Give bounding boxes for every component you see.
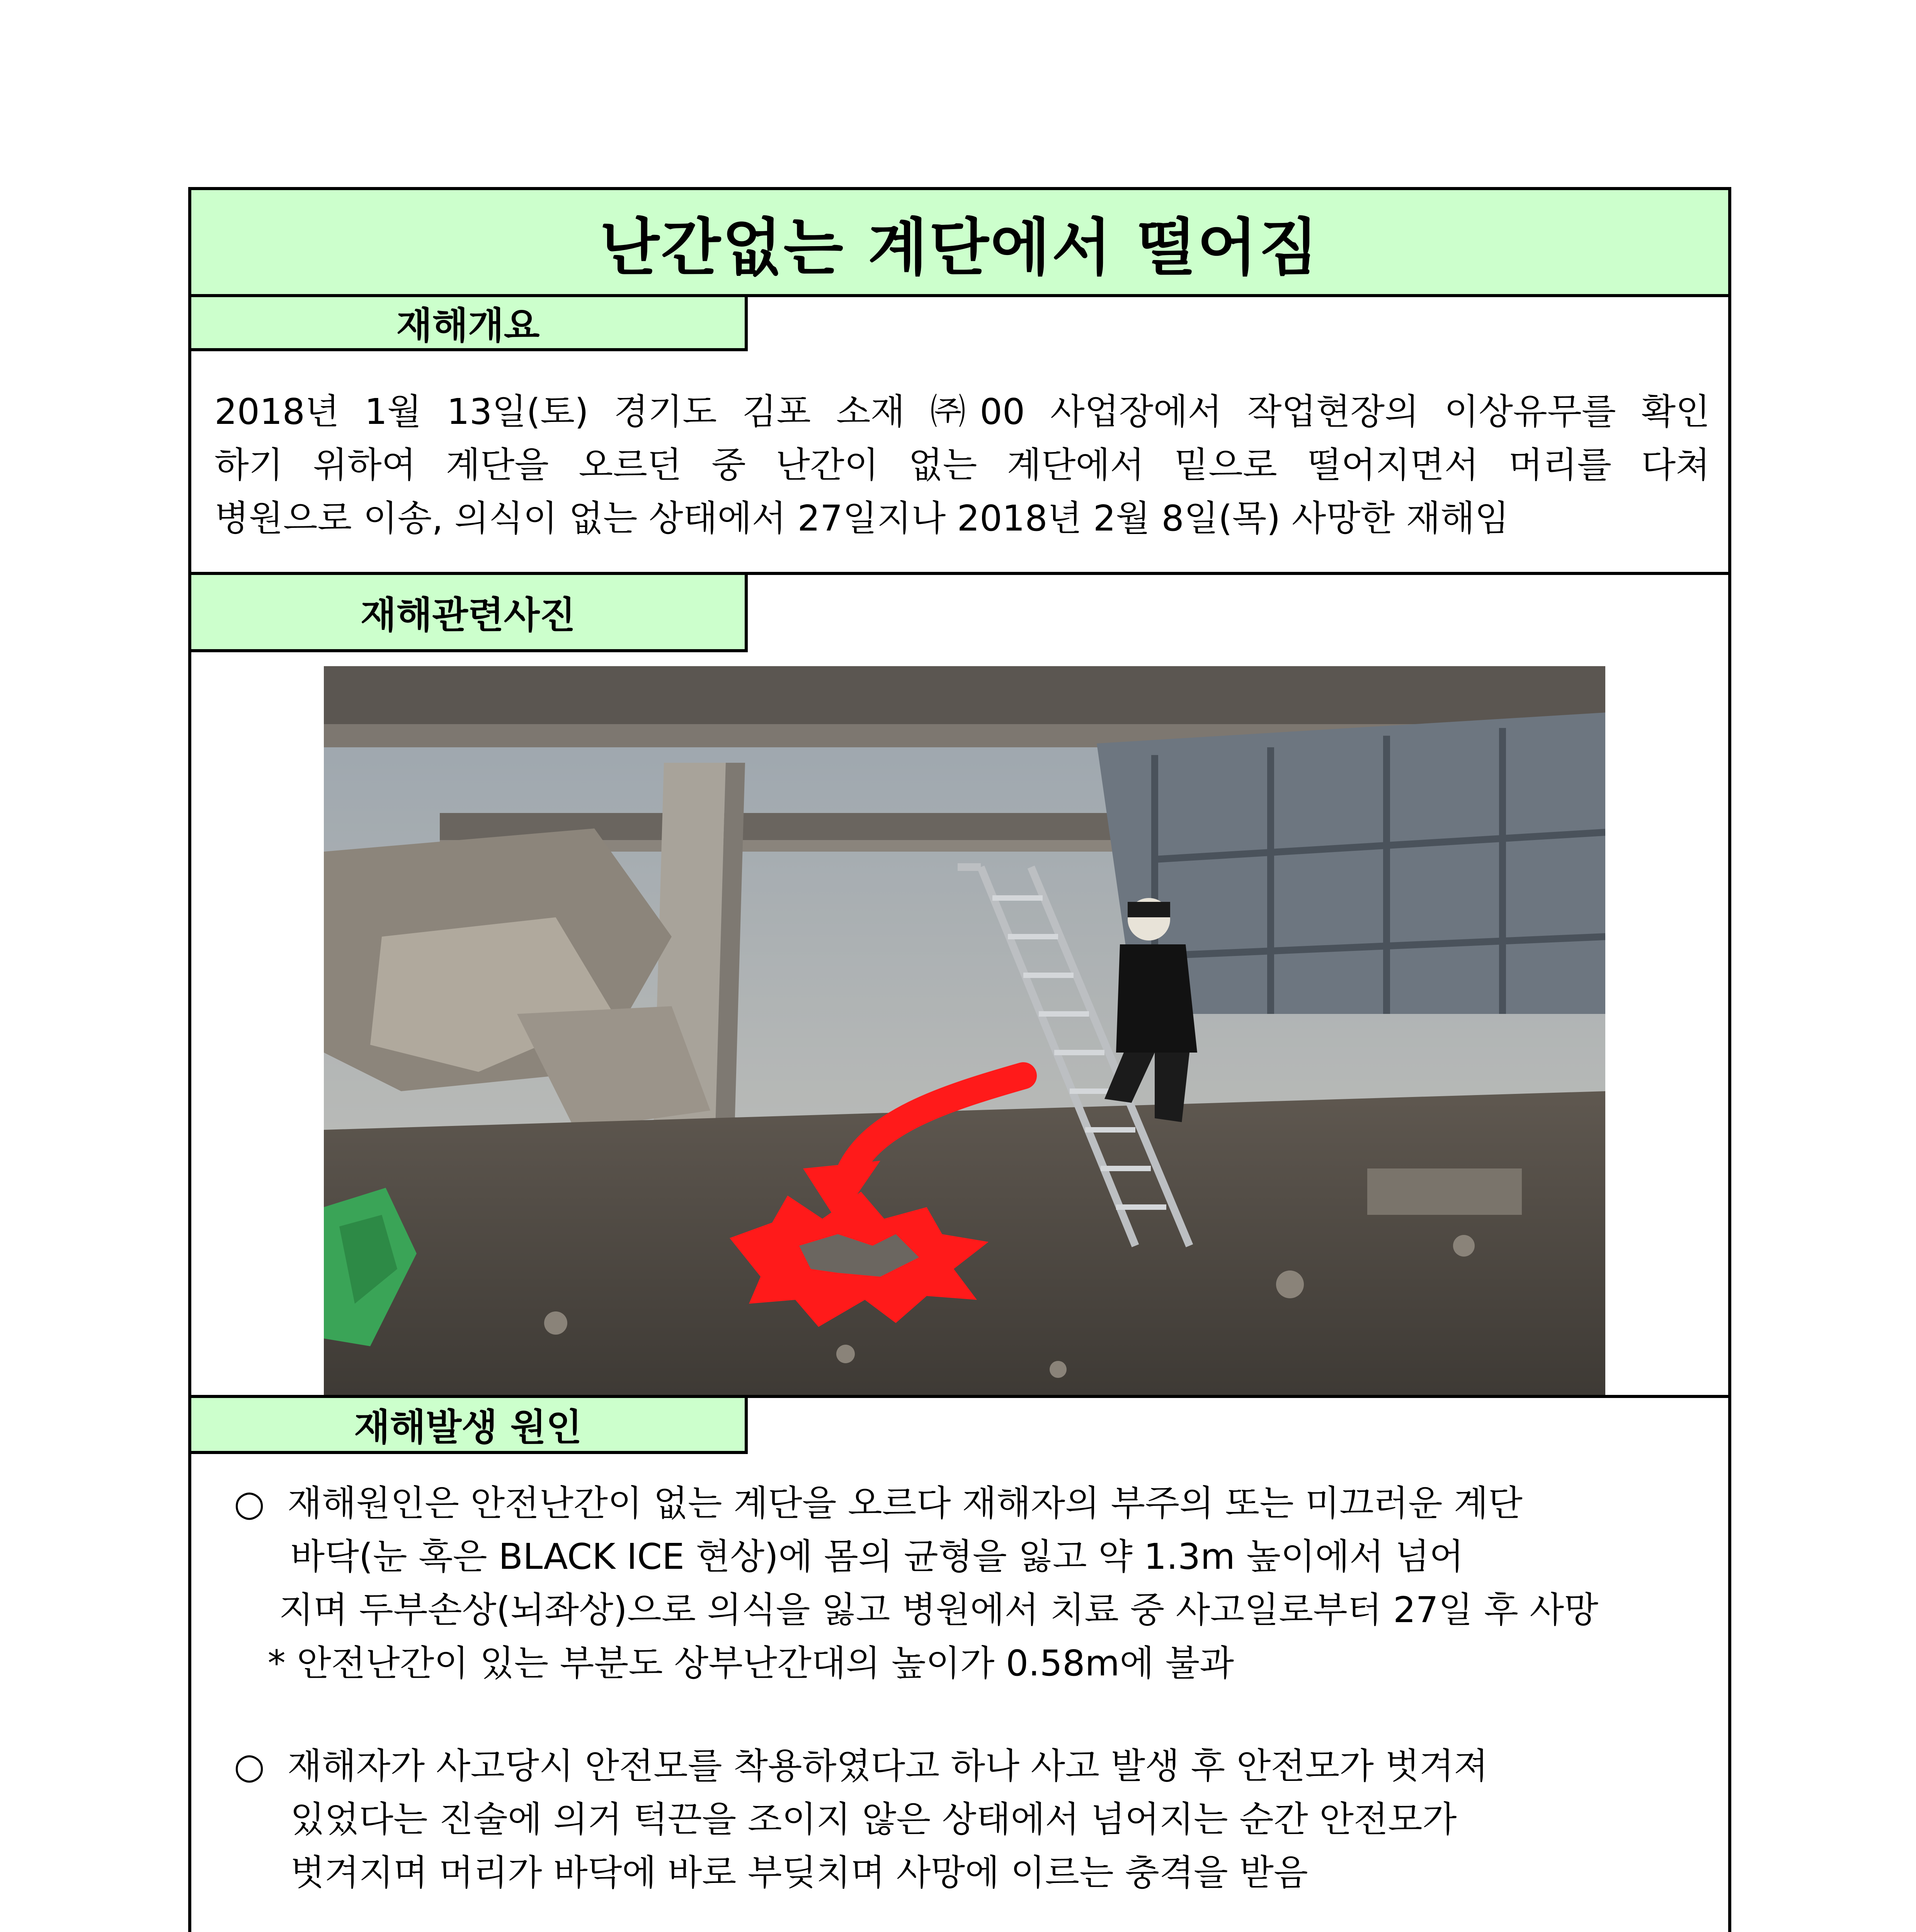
cause-item1-line-3: 지며 두부손상(뇌좌상)으로 의식을 잃고 병원에서 치료 중 사고일로부터 27일 후 사망 bbox=[234, 1589, 1599, 1631]
cause-item1-line-2: 바닥(눈 혹은 BLACK ICE 현상)에 몸의 균형을 잃고 약 1.3m 높이에서 넘어 bbox=[234, 1536, 1464, 1577]
divider bbox=[191, 572, 1728, 575]
cause-item2-line-1: ○ 재해자가 사고당시 안전모를 착용하였다고 하나 사고 발생 후 안전모가 벗겨져 bbox=[234, 1745, 1488, 1787]
accident-photo bbox=[324, 666, 1605, 1395]
cause-item2-line-3: 벗겨지며 머리가 바닥에 바로 부딪치며 사망에 이르는 충격을 받음 bbox=[234, 1852, 1308, 1893]
overview-line-2: 하기 위하여 계단을 오르던 중 난간이 없는 계단에서 밑으로 떨어지면서 머리를 다쳐 bbox=[214, 444, 1710, 486]
cause-item1-note: * 안전난간이 있는 부분도 상부난간대의 높이가 0.58m에 불과 bbox=[234, 1643, 1234, 1684]
overview-line-3: 병원으로 이송, 의식이 없는 상태에서 27일지나 2018년 2월 8일(목) 사망한 재해임 bbox=[214, 498, 1509, 539]
divider bbox=[191, 1395, 1728, 1398]
overview-line-1: 2018년 1월 13일(토) 경기도 김포 소재 ㈜00 사업장에서 작업현장의 이상유무를 확인 bbox=[214, 391, 1710, 432]
cause-item2-line-2: 있었다는 진술에 의거 턱끈을 조이지 않은 상태에서 넘어지는 순간 안전모가 bbox=[234, 1799, 1457, 1840]
section-heading-cause: 재해발생 원인 bbox=[191, 1398, 748, 1454]
section-heading-photo: 재해관련사진 bbox=[191, 575, 748, 652]
page-title: 난간없는 계단에서 떨어짐 bbox=[191, 190, 1728, 297]
section-heading-overview: 재해개요 bbox=[191, 297, 748, 351]
accident-scene-illustration bbox=[324, 666, 1605, 1395]
document-sheet bbox=[188, 187, 1731, 1932]
cause-item1-line-1: ○ 재해원인은 안전난간이 없는 계단을 오르다 재해자의 부주의 또는 미끄러운 계단 bbox=[234, 1483, 1523, 1524]
